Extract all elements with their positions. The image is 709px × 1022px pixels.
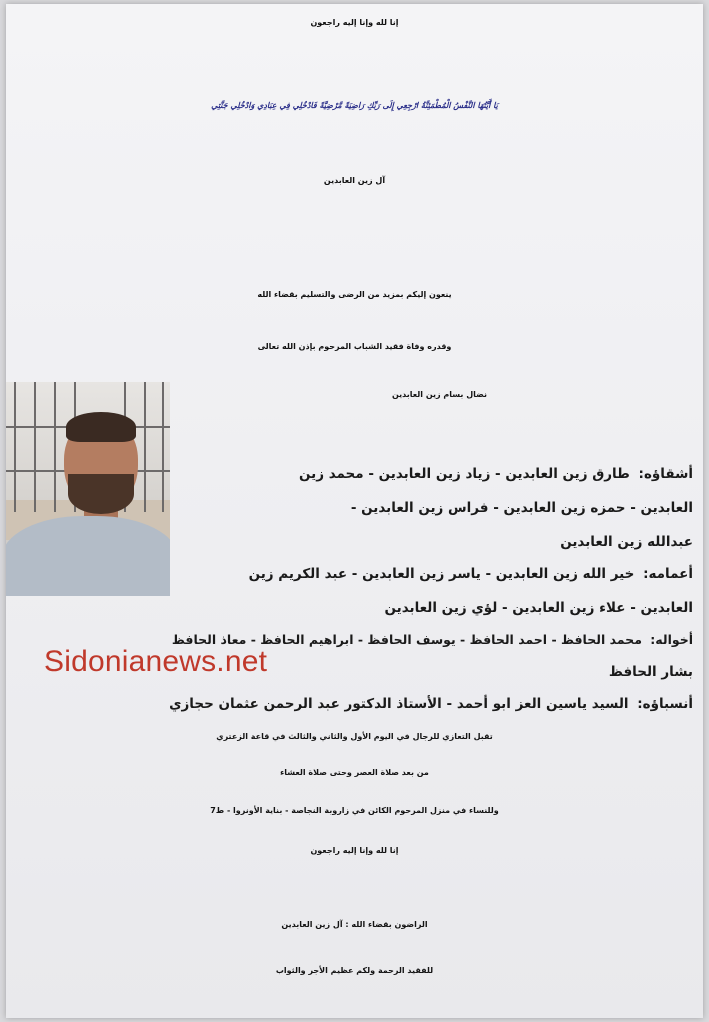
siblings-line-2: العابدين - حمزه زين العابدين - فراس زين العابدين - [350,500,693,516]
condolences-line-2: من بعد صلاة العصر وحتى صلاة العشاء [280,768,429,777]
uncles-line-2: العابدين - علاء زين العابدين - لؤي زين العابدين [384,600,693,616]
top-title: إنا لله وإنا إليه راجعون [310,18,399,27]
deceased-photo [6,382,170,596]
maternal-uncles-line-2: بشار الحافظ [608,664,693,680]
deceased-name: نضال بسام زين العابدين [391,390,488,399]
uncles-label: أعمامه: [643,566,693,582]
watermark: Sidonianews.net [44,645,268,678]
intro-line-1: ينعون إليكم بمزيد من الرضى والتسليم بقضاء الله [257,290,452,299]
intro-line-2: وقدره وفاة فقيد الشباب المرحوم بإذن الله تعالى [257,342,452,351]
family-name: آل زين العابدين [323,176,386,185]
closing-line: للفقيد الرحمة ولكم عظيم الأجر والثواب [275,966,434,975]
siblings-label: أشقاؤه: [638,466,693,482]
uncles-names-1: خير الله زين العابدين - ياسر زين العابدين - عبد الكريم زين [248,566,635,582]
uncles-line-1 [249,566,693,582]
condolences-line-3: وللنساء في منزل المرحوم الكائن في زاروبة النجاصة - بناية الأونروا - ط7 [210,806,499,815]
maternal-names-1: محمد الحافظ - احمد الحافظ - يوسف الحافظ - ابراهيم الحافظ - معاذ الحافظ [171,632,642,647]
bottom-title: إنا لله وإنا إليه راجعون [310,846,399,855]
inlaws-line [169,696,693,712]
condolences-line-1: تقبل التعازي للرجال في اليوم الأول والثاني والثالث في قاعة الزعتري [216,732,493,741]
quran-verse: يَا أَيَّتُهَا النَّفْسُ الْمُطْمَئِنَّةُ ارْجِعِي إِلَى رَبِّكِ رَاضِيَةً مَّرْضِيَّةً فَادْخُلِي فِي عِبَادِي وَادْخُلِي جَنَّتِي [211,100,498,110]
siblings-line-3: عبدالله زين العابدين [560,534,693,550]
inlaws-label: أنسباؤه: [637,696,693,712]
signed-by: الراضون بقضاء الله : آل زين العابدين [281,920,428,929]
maternal-label: أخواله: [650,632,693,647]
inlaws-names: السيد ياسين العز ابو أحمد - الأستاذ الدكتور عبد الرحمن عثمان حجازي [169,696,629,712]
siblings-names-1: طارق زين العابدين - زياد زين العابدين - محمد زين [299,466,630,482]
obituary-notice [6,4,703,1018]
siblings-line-1 [299,466,693,482]
